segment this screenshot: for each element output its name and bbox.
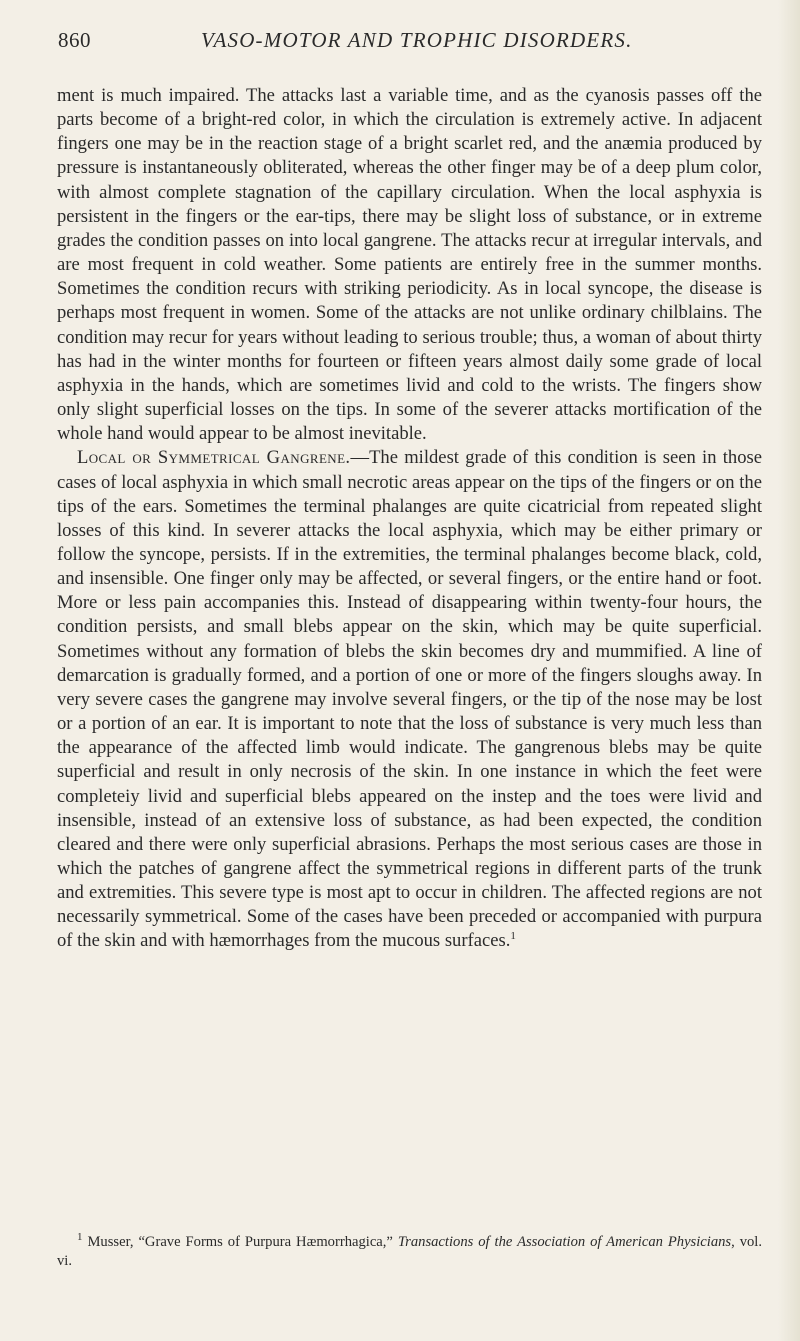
running-head <box>58 28 760 54</box>
paragraph-1 <box>57 84 762 446</box>
page-number: 860 <box>58 28 91 52</box>
footnote-text-start: Musser, “Grave Forms of Purpura Hæmorrhagica,” <box>82 1234 398 1250</box>
main-text <box>57 84 762 954</box>
footnote-text-end: , vol. vi. <box>57 1234 763 1269</box>
page-edge-shadow <box>778 0 800 1341</box>
paragraph-1-text: ment is much impaired. The attacks last a variable time, and as the cyanosis passes off the parts become of a bright-red color, in which the circulation is extremely active. In adjacent fingers one may be in the reaction stage of a bright scarlet red, and the anæmia produced by pressure is instantaneously obliterated, whereas the other finger may be of a deep plum color, with almost complete stagnation of the capillary circulation. When the local asphyxia is persistent in the fingers or the ear-tips, there may be slight loss of substance, or in extreme grades the condition passes on into local gangrene. The attacks recur at irregular intervals, and are most frequent in cold weather. Some patients are entirely free in the summer months. Sometimes the condition recurs with striking periodicity. As in local syncope, the disease is perhaps most frequent in women. Some of the attacks are not unlike ordinary chilblains. The condition may recur for years without leading to serious trouble; thus, a woman of about thirty has had in the winter months for fourteen or fifteen years almost daily some grade of local asphyxia in the hands, which are sometimes livid and cold to the wrists. The fingers show only slight superficial losses on the tips. In some of the severer attacks mortification of the whole hand would appear to be almost inevitable. <box>57 85 762 445</box>
footnote-journal-title: Transactions of the Association of American Physicians <box>397 1234 732 1250</box>
paragraph-2 <box>57 446 762 953</box>
footnote-marker: 1 <box>77 1231 83 1244</box>
paragraph-2-text: —The mildest grade of this condition is seen in those cases of local asphyxia in which small necrotic areas appear on the tips of the fingers or on the tips of the ears. Sometimes the terminal phalanges are quite cicatricial from repeated slight losses of this kind. In severer attacks the local asphyxia, which may be either primary or follow the syncope, persists. If in the extremities, the terminal phalanges become black, cold, and insensible. One finger only may be affected, or several fingers, or the entire hand or foot. More or less pain accompanies this. Instead of disappearing within twenty-four hours, the condition persists, and small blebs appear on the skin, which may be quite superficial. Sometimes without any formation of blebs the skin becomes dry and mummified. A line of demarcation is gradually formed, and a portion of one or more of the fingers sloughs away. In very severe cases the gangrene may involve several fingers, or the tip of the nose may be lost or a portion of an ear. It is important to note that the loss of substance is very much less than the appearance of the affected limb would indicate. The gangrenous blebs may be quite superficial and result in only necrosis of the skin. In one instance in which the feet were completeiy livid and superficial blebs appeared on the instep and the toes were livid and insensible, instead of an extensive loss of substance, as had been expected, the condition cleared and there were only superficial abrasions. Perhaps the most serious cases are those in which the patches of gangrene affect the symmetrical regions in different parts of the trunk and extremities. This severe type is most apt to occur in children. The affected regions are not necessarily symmetrical. Some of the cases have been preceded or accompanied with purpura of the skin and with hæmorrhages from the mucous surfaces. <box>57 447 762 952</box>
running-title: VASO-MOTOR AND TROPHIC DISORDERS. <box>201 28 633 52</box>
footnote-reference: 1 <box>510 930 516 943</box>
section-heading: Local or Symmetrical Gangrene. <box>77 447 351 469</box>
footnote-text <box>57 1233 762 1271</box>
footnote <box>57 1233 762 1271</box>
